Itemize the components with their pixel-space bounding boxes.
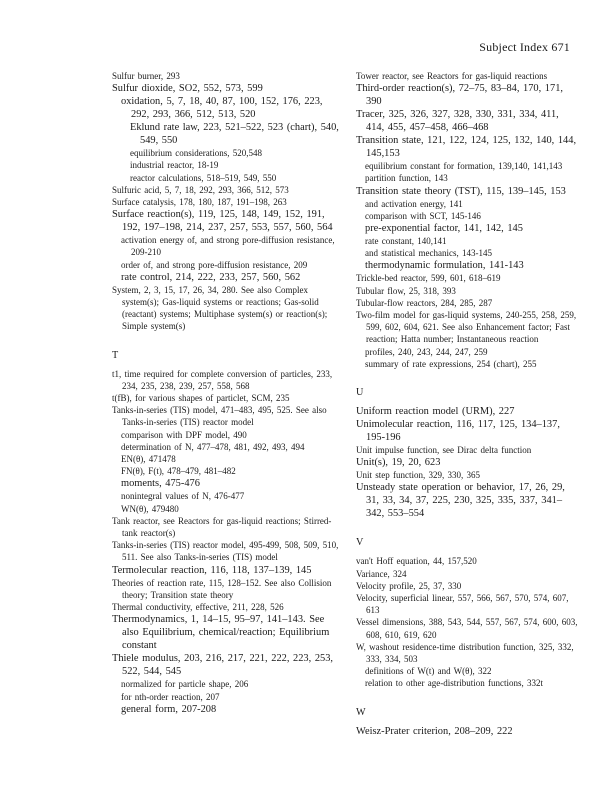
index-subentry: activation energy of, and strong pore-diffusion resistance, 209-210 — [121, 235, 335, 258]
spacer — [356, 690, 578, 706]
index-entry: Sulfur dioxide, SO2, 552, 573, 599 — [112, 83, 263, 95]
index-entry: Transition state, 121, 122, 124, 125, 132, 140, 144, 145,153 — [356, 135, 577, 160]
index-entry: Weisz-Prater criterion, 208–209, 222 — [356, 725, 513, 737]
index-entry: Tower reactor, see Reactors for gas-liquid reactions — [356, 71, 548, 81]
index-subentry: industrial reactor, 18-19 — [130, 160, 219, 171]
index-entry: Surface reaction(s), 119, 125, 148, 149, 152, 191, 192, 197–198, 214, 237, 257, 553, 557, 560, 564 — [112, 209, 333, 234]
index-entry: Surface catalysis, 178, 180, 187, 191–198, 263 — [112, 197, 287, 208]
header-page-number: 671 — [551, 40, 570, 54]
index-entry: Velocity profile, 25, 37, 330 — [356, 580, 462, 591]
index-entry: System, 2, 3, 15, 17, 26, 34, 280. See also Complex system(s); Gas-liquid systems or reactions; Gas-solid (reactant) systems; Multiphase system(s) or reaction(s); Simple system(s) — [112, 284, 328, 332]
index-subentry: partition function, 143 — [365, 173, 448, 184]
index-entry: Velocity, superficial linear, 557, 566, 567, 570, 574, 607, 613 — [356, 593, 569, 616]
index-entry: Tracer, 325, 326, 327, 328, 330, 331, 334, 411, 414, 455, 457–458, 466–468 — [356, 109, 559, 134]
index-entry: Termolecular reaction, 116, 118, 137–139, 145 — [112, 564, 312, 576]
index-entry: Third-order reaction(s), 72–75, 83–84, 170, 171, 390 — [356, 83, 563, 108]
index-entry: Theories of reaction rate, 115, 128–152. See also Collision theory; Transition state theory — [112, 577, 332, 600]
index-subentry: profiles, 240, 243, 244, 247, 259 — [365, 346, 488, 357]
section-letter: T — [112, 349, 119, 361]
index-entry: Unit step function, 329, 330, 365 — [356, 470, 480, 481]
index-entry: t(fB), for various shapes of particlet, SCM, 235 — [112, 393, 290, 404]
index-subentry: equilibrium considerations, 520,548 — [130, 148, 262, 159]
index-subentry: determination of N, 477–478, 481, 492, 493, 494 — [121, 441, 305, 452]
index-entry: Sulfuric acid, 5, 7, 18, 292, 293, 366, 512, 573 — [112, 184, 289, 195]
index-entry: Unsteady state operation or behavior, 17, 26, 29, 31, 33, 34, 37, 225, 230, 325, 335, 337, 341–342, 553–554 — [356, 482, 565, 520]
index-entry: van't Hoff equation, 44, 157,520 — [356, 556, 477, 567]
index-entry: Uniform reaction model (URM), 227 — [356, 406, 515, 418]
index-entry: Tank reactor, see Reactors for gas-liquid reactions; Stirred-tank reactor(s) — [112, 515, 332, 539]
index-subentry: comparison with DPF model, 490 — [121, 429, 247, 440]
index-entry: Tanks-in-series (TIS) reactor model, 495-499, 508, 509, 510, 511. See also Tanks-in-series (TIS) model — [112, 540, 339, 563]
index-entry: Sulfur burner, 293 — [112, 71, 180, 81]
index-subentry: EN(θ), 471478 — [121, 454, 176, 465]
section-letter: W — [356, 706, 366, 718]
index-entry: Thermodynamics, 1, 14–15, 95–97, 141–143. See also Equilibrium, chemical/reaction; Equilibrium constant — [112, 614, 330, 652]
page-header — [479, 40, 570, 55]
spacer — [356, 520, 578, 536]
index-subentry: rate control, 214, 222, 233, 257, 560, 562 — [121, 271, 301, 283]
index-subentry: equilibrium constant for formation, 139,140, 141,143 — [365, 161, 563, 172]
index-entry: Tubular-flow reactors, 284, 285, 287 — [356, 297, 493, 308]
index-subentry: rate constant, 140,141 — [365, 236, 447, 247]
spacer — [356, 370, 578, 386]
left-index-column — [112, 70, 342, 716]
index-entry: Vessel dimensions, 388, 543, 544, 557, 567, 574, 600, 603, 608, 610, 619, 620 — [356, 617, 578, 640]
index-subentry: relation to other age-distribution functions, 332t — [365, 678, 543, 689]
index-entry: Transition state theory (TST), 115, 139–145, 153 — [356, 185, 566, 197]
index-subentry: order of, and strong pore-diffusion resistance, 209 — [121, 259, 308, 270]
index-entry: Tanks-in-series (TIS) model, 471–483, 495, 525. See also Tanks-in-series (TIS) reactor model — [112, 405, 327, 428]
index-subentry: for nth-order reaction, 207 — [121, 691, 220, 702]
index-subentry: thermodynamic formulation, 141-143 — [365, 260, 524, 272]
index-subentry: WN(θ), 479480 — [121, 503, 179, 514]
index-subentry: oxidation, 5, 7, 18, 40, 87, 100, 152, 176, 223, 292, 293, 366, 512, 513, 520 — [121, 96, 323, 121]
index-subentry: definitions of W(t) and W(θ), 322 — [365, 666, 492, 677]
header-title: Subject Index — [479, 40, 549, 54]
section-letter: V — [356, 537, 364, 549]
index-entry: Tubular flow, 25, 318, 393 — [356, 285, 456, 296]
index-entry: Two-film model for gas-liquid systems, 240-255, 258, 259, 599, 602, 604, 621. See also Enhancement factor; Fast reaction; Hatta number; Instantaneous reaction — [356, 310, 577, 345]
index-entry: Thermal conductivity, effective, 211, 228, 526 — [112, 602, 284, 613]
section-letter: U — [356, 387, 364, 399]
index-entry: Trickle-bed reactor, 599, 601, 618–619 — [356, 273, 501, 284]
index-subentry: nonintegral values of N, 476-477 — [121, 491, 245, 502]
index-subentry: reactor calculations, 518–519, 549, 550 — [130, 172, 277, 183]
index-subentry: Eklund rate law, 223, 521–522, 523 (chart), 540, 549, 550 — [130, 122, 339, 147]
index-subentry: FN(θ), F(t), 478–479, 481–482 — [121, 466, 236, 477]
index-entry: Unit impulse function, see Dirac delta function — [356, 445, 532, 456]
right-index-column — [356, 70, 578, 738]
index-subentry: and statistical mechanics, 143-145 — [365, 248, 492, 259]
index-subentry: moments, 475-476 — [121, 478, 200, 490]
index-subentry: summary of rate expressions, 254 (chart), 255 — [365, 358, 537, 369]
index-entry: Unit(s), 19, 20, 623 — [356, 457, 441, 469]
index-entry: Unimolecular reaction, 116, 117, 125, 134–137, 195-196 — [356, 419, 560, 444]
index-entry: t1, time required for complete conversion of particles, 233, 234, 235, 238, 239, 257, 558, 568 — [112, 368, 333, 391]
spacer — [112, 333, 342, 349]
index-entry: Variance, 324 — [356, 568, 407, 579]
index-subentry: general form, 207-208 — [121, 703, 217, 715]
index-subentry: and activation energy, 141 — [365, 198, 463, 209]
index-entry: Thiele modulus, 203, 216, 217, 221, 222, 223, 253, 522, 544, 545 — [112, 653, 333, 678]
index-subentry: normalized for particle shape, 206 — [121, 679, 249, 690]
index-subentry: comparison with SCT, 145-146 — [365, 210, 481, 221]
index-entry: W, washout residence-time distribution function, 325, 332, 333, 334, 503 — [356, 641, 574, 665]
index-subentry: pre-exponential factor, 141, 142, 145 — [365, 223, 523, 235]
